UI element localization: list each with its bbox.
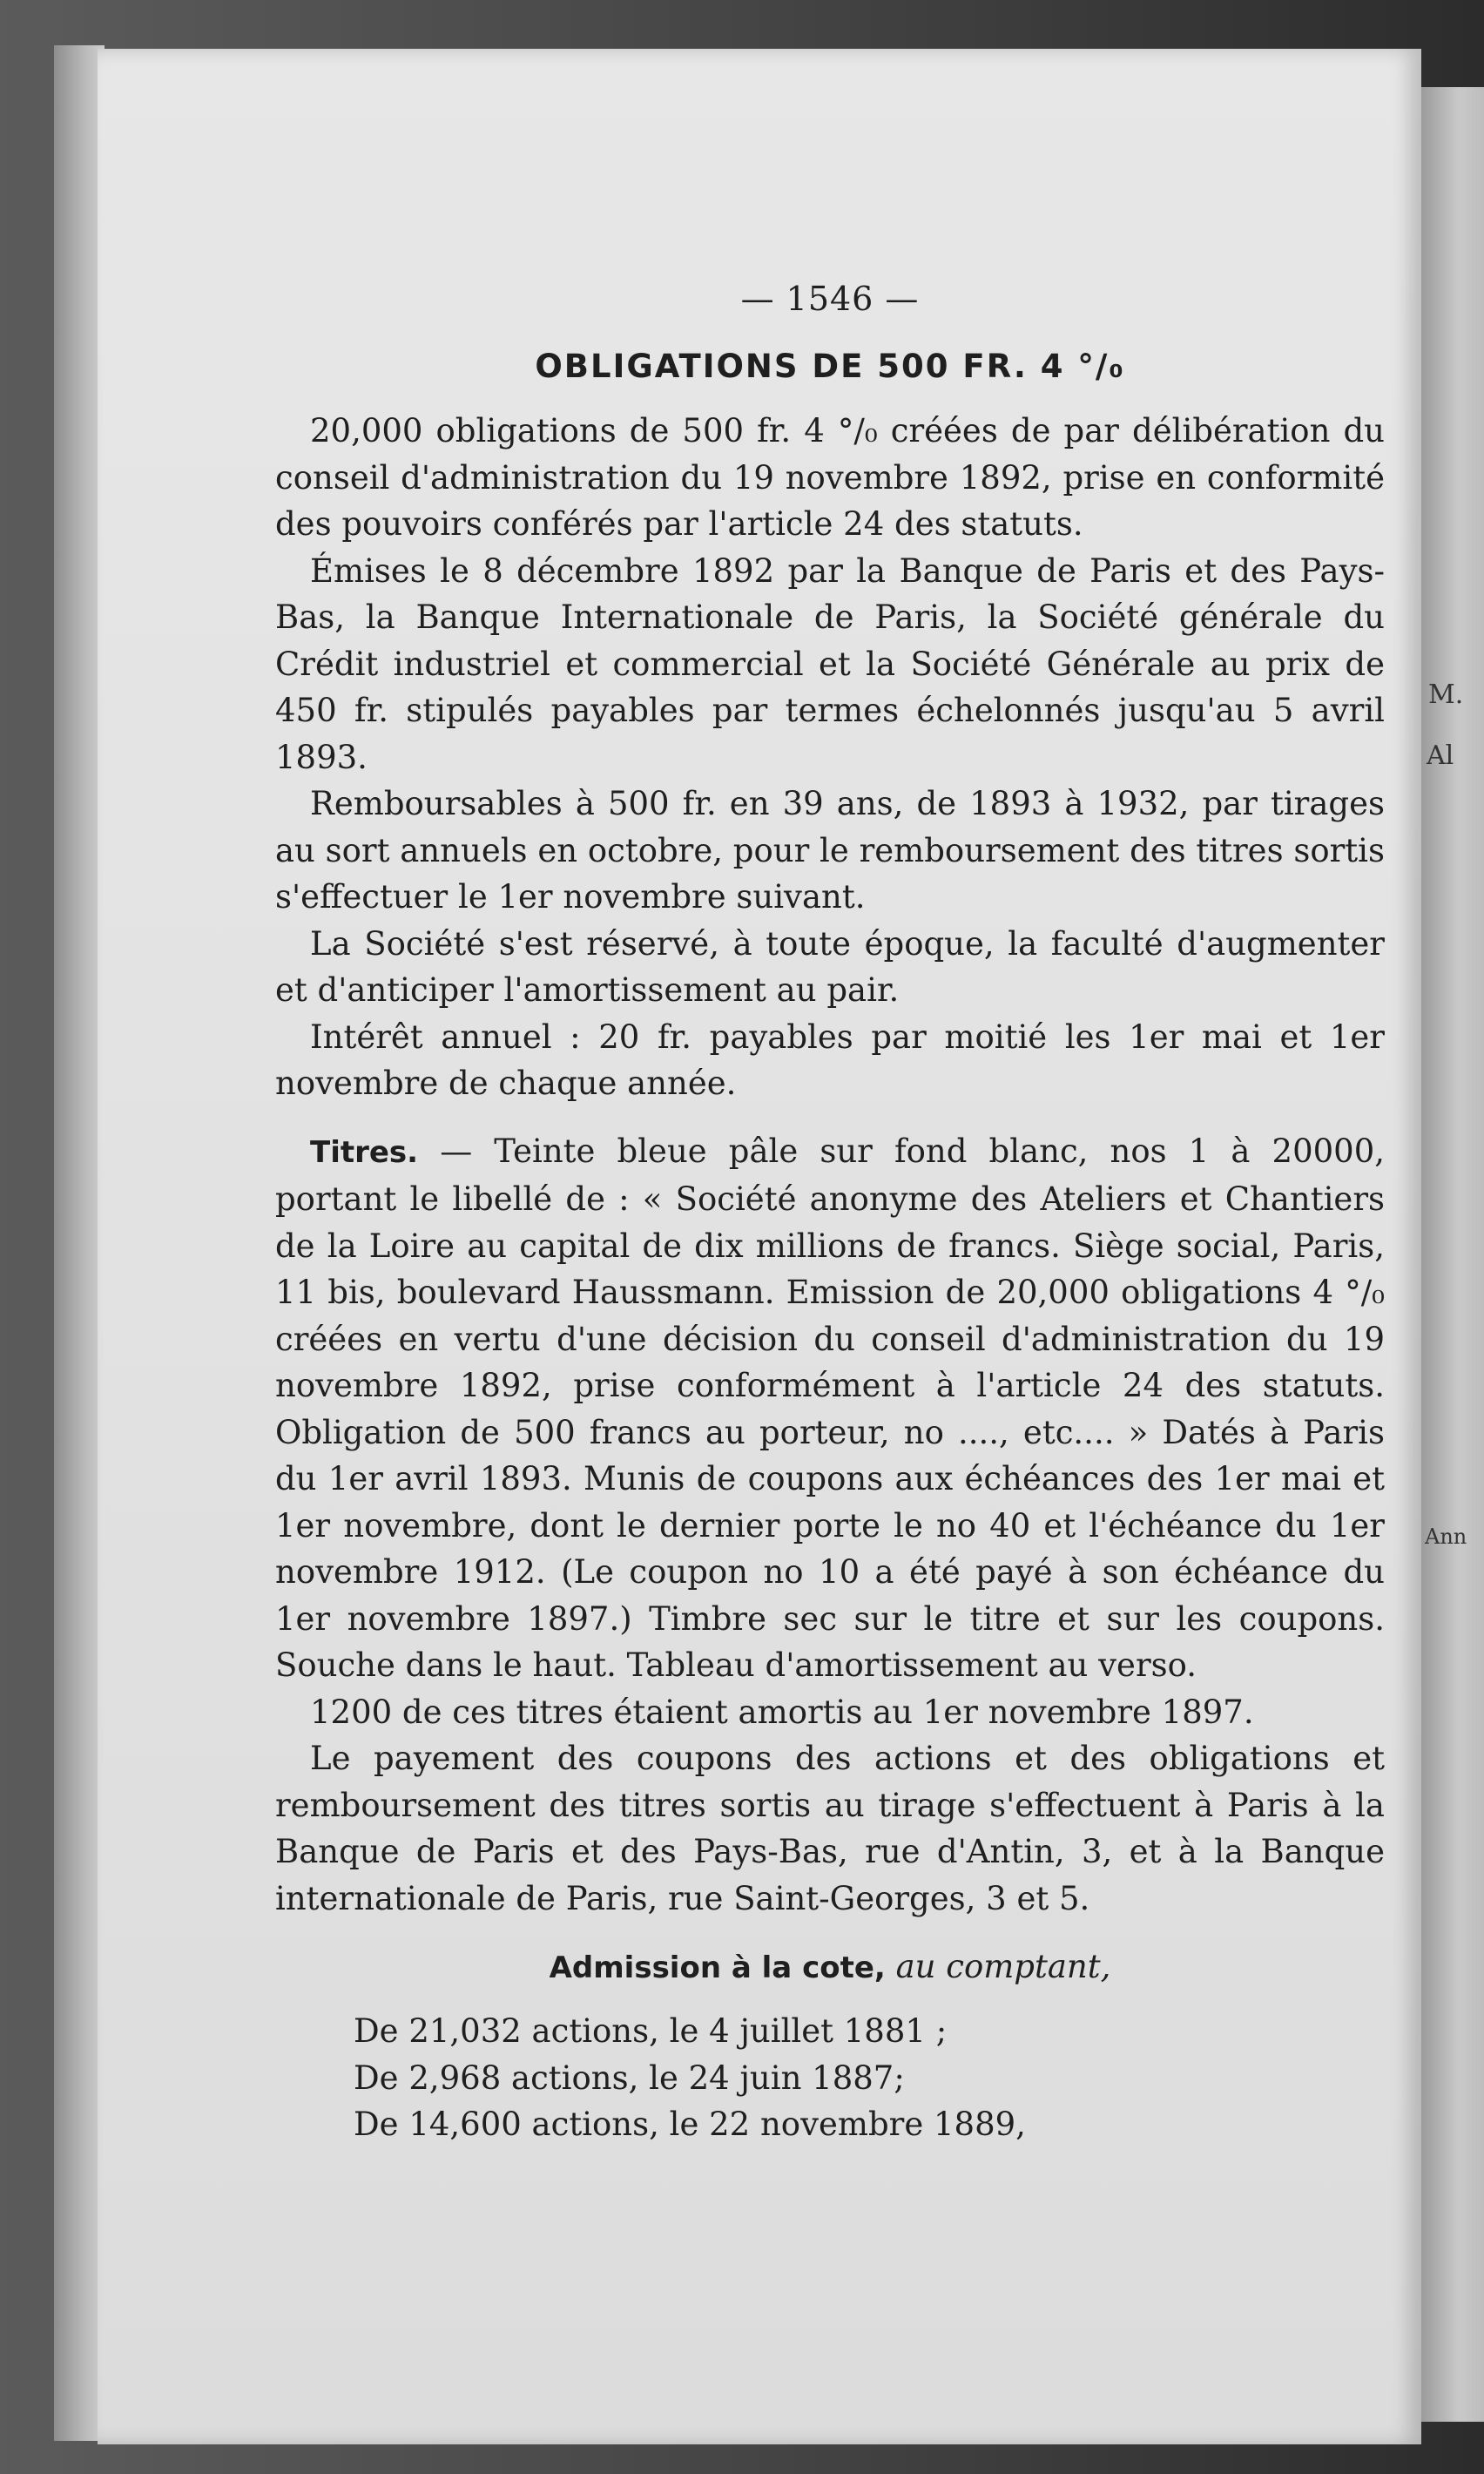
- admission-line: De 14,600 actions, le 22 novembre 1889,: [354, 2106, 1026, 2143]
- paragraph-amortis: 1200 de ces titres étaient amortis au 1er novembre 1897.: [310, 1693, 1254, 1731]
- admission-heading-bold: Admission à la cote,: [549, 1950, 886, 1985]
- admission-line: De 21,032 actions, le 4 juillet 1881 ;: [354, 2012, 948, 2050]
- paragraph-remboursement: Remboursables à 500 fr. en 39 ans, de 1893 à 1932, par tirages au sort annuels en octobre, pour le remboursement des titres sortis s'effectuer le 1er novembre suivant.: [275, 785, 1385, 916]
- paragraph-emission: Émises le 8 décembre 1892 par la Banque de Paris et des Pays-Bas, la Banque Internationale de Paris, la Société générale du Crédit industriel et commercial et la Société Générale au prix de 450 fr. stipulés payables par termes échelonnés jusqu'au 5 avril 1893.: [275, 551, 1385, 776]
- section-title: OBLIGATIONS DE 500 FR. 4 °/₀: [535, 348, 1125, 385]
- paragraph-interet: Intérêt annuel : 20 fr. payables par moitié les 1er mai et 1er novembre de chaque année.: [275, 1017, 1385, 1102]
- next-page-fragment: Ann: [1425, 1524, 1467, 1549]
- next-page-fragment: M.: [1428, 679, 1464, 710]
- next-page-fragment: Al: [1427, 740, 1454, 771]
- titres-label: Titres.: [310, 1134, 419, 1170]
- admission-heading: [275, 1944, 1385, 1991]
- paragraph-titres: [275, 1128, 1385, 1689]
- admission-heading-italic: au comptant,: [895, 1948, 1111, 1985]
- admission-line: De 2,968 actions, le 24 juin 1887;: [354, 2058, 905, 2097]
- paragraph-paiement: Le payement des coupons des actions et des obligations et remboursement des titres sortis au tirage s'effectuent à Paris à la Banque de Paris et des Pays-Bas, rue d'Antin, 3, et à la Banque internationale de Paris, rue Saint-Georges, 3 et 5.: [275, 1740, 1385, 1917]
- titres-text: — Teinte bleue pâle sur fond blanc, nos 1 à 20000, portant le libellé de : « Société anonyme des Ateliers et Chantiers de la Loire au capital de dix millions de francs. Siège social, Paris, 11 bis, boulevard Haussmann. Emission de 20,000 obligations 4 °/₀ créées en vertu d'une décision du conseil d'administration du 19 novembre 1892, prise conformément à l'article 24 des statuts. Obligation de 500 francs au porteur, no ...., etc.... » Datés à Paris du 1er avril 1893. Munis de coupons aux échéances des 1er mai et 1er novembre, dont le dernier porte le no 40 et l'échéance du 1er novembre 1912. (Le coupon no 10 a été payé à son échéance du 1er novembre 1897.) Timbre sec sur le titre et sur les coupons. Souche dans le haut. Tableau d'amortissement au verso.: [275, 1132, 1385, 1684]
- page-content: [275, 277, 1385, 2148]
- paragraph-creation: 20,000 obligations de 500 fr. 4 °/₀ créées de par délibération du conseil d'administration du 19 novembre 1892, prise en conformité des pouvoirs conférés par l'article 24 des statuts.: [275, 412, 1385, 543]
- next-page-edge: [1421, 87, 1484, 2422]
- paragraph-reserve: La Société s'est réservé, à toute époque, la faculté d'augmenter et d'anticiper l'amortissement au pair.: [275, 924, 1385, 1009]
- page-number: — 1546 —: [740, 280, 920, 318]
